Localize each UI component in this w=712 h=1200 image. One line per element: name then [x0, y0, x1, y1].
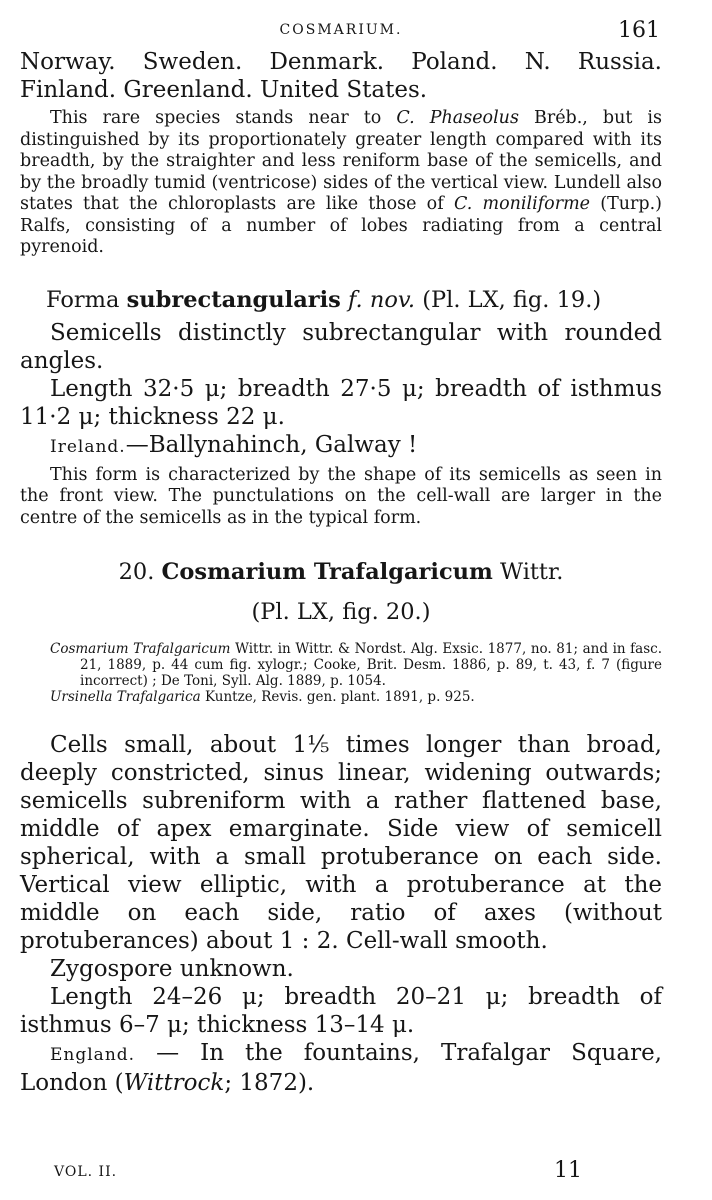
- species-heading: 20. Cosmarium Trafalgaricum Wittr.: [118, 559, 564, 585]
- running-title: COSMARIUM.: [279, 22, 403, 38]
- species-measurements: Length 24–26 μ; breadth 20–21 μ; breadth of isthmus 6–7 μ; thickness 13–14 μ.: [20, 984, 662, 1038]
- reference-entry: Cosmarium Trafalgaricum Wittr. in Wittr. & Nordst. Alg. Exsic. 1877, no. 81; and in fasc. 21, 1889, p. 44 cum fig. xylogr.; Cooke, Brit. Desm. 1886, p. 89, t. 43, f. 7 (figure incorrect) ; De Toni, Syll. Alg. 1889, p. 1054.: [50, 641, 662, 689]
- remarks-paragraph: This rare species stands near to C. Phaseolus Bréb., but is distinguished by its proportionately greater length compared with its breadth, by the straighter and less reniform base of the semicells, and by the broadly tumid (ventricose) sides of the vertical view. Lundell also states that the chloroplasts are like those of C. moniliforme (Turp.) Ralfs, consisting of a number of lobes radiating from a central pyrenoid.: [20, 108, 663, 257]
- species-description: Cells small, about 1⅕ times longer than broad, deeply constricted, sinus linear, widening outwards; semicells subreniform with a rather flattened base, middle of apex emarginate. Side view of semicell spherical, with a small protuberance on each side. Vertical view elliptic, with a protuberance at the middle on each side, ratio of axes (without protuberances) about 1 : 2. Cell-wall smooth.: [20, 732, 662, 954]
- species-references: [20, 641, 662, 705]
- forma-heading: Forma subrectangularis f. nov. (Pl. LX, fig. 19.): [46, 286, 602, 313]
- signature-mark: 11: [554, 1158, 582, 1183]
- species-plate-reference: (Pl. LX, fig. 20.): [251, 599, 431, 625]
- page-footer: [54, 1158, 582, 1188]
- page-number: 161: [618, 18, 660, 43]
- page-body: [20, 14, 662, 1097]
- forma-locality: Ireland.—Ballynahinch, Galway !: [50, 431, 418, 458]
- species-zygospore: Zygospore unknown.: [50, 956, 294, 982]
- reference-entry: Ursinella Trafalgarica Kuntze, Revis. gen. plant. 1891, p. 925.: [50, 689, 475, 705]
- species-locality: England. — In the fountains, Trafalgar Square, London (Wittrock; 1872).: [20, 1040, 662, 1096]
- forma-description: Semicells distinctly subrectangular with rounded angles.: [20, 319, 662, 374]
- forma-note: This form is characterized by the shape of its semicells as seen in the front view. The punctulations on the cell-wall are larger in the centre of the semicells as in the typical form.: [20, 464, 662, 528]
- volume-label: VOL. II.: [54, 1164, 118, 1180]
- forma-measurements: Length 32·5 μ; breadth 27·5 μ; breadth of isthmus 11·2 μ; thickness 22 μ.: [20, 375, 662, 430]
- distribution-list: Norway. Sweden. Denmark. Poland. N. Russia. Finland. Greenland. United States.: [20, 49, 662, 103]
- page-header: [20, 14, 662, 48]
